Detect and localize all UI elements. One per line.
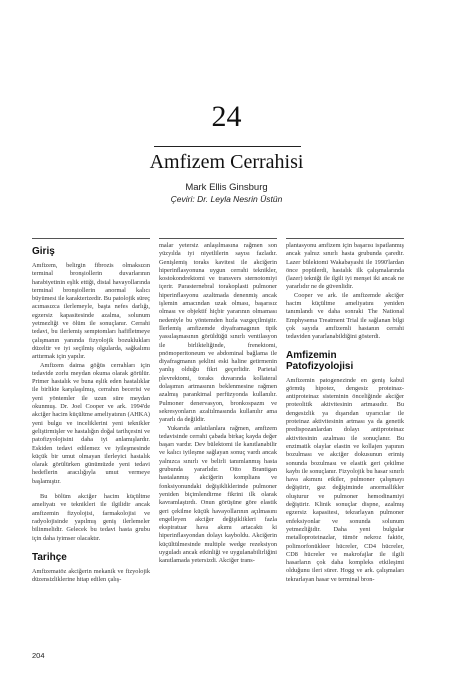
paragraph: plantasyonu amfizem için başarısı ispatlanmış ancak yalnız sınırlı hasta grubunda çaredir. Lazer bülektomi Wakabayashi ile 1990'lardan önce popülerdi, hastalık ilk çalışmalarında (lazer) tekniği ile ilgili iyi menşei iki ancak ne yararlıdır ne de güvenlidir. xyxy=(286,242,404,291)
paragraph: Amfizem daima göğüs cerrahları için tedavide zorlu meydan okuma olarak görülür. Primer hastalık ve buna eşlik eden hastalıklar ile birlikte karşılaşılmış, cerrahın becerisi ve yeni yöntemler ile uzun süre meydan okunmuş. Dr. Joel Cooper ve ark. 1994'de akciğer hacim küçültme ameliyatının (AHKA) yeni bulgu ve inceliklerini yeni teknikler geliştirmişler ve hastalığın doğal tarihçesini ve patofizyolojisini daha iyi anlamışlardır. Eskiden tedavi edilemez ve iyileşmesinde küçük bir umut olmayan ilerleyici hastalık olarak görülürken günümüzde yeni tedavi hedeflerin aracılığıyla umut vermeye başlamıştır. xyxy=(32,361,150,485)
chapter-number: 24 xyxy=(211,100,242,133)
author-name: Mark Ellis Ginsburg xyxy=(185,182,268,193)
translator-credit: Çeviri: Dr. Leyla Nesrin Üstün xyxy=(170,194,283,204)
text-column-3 xyxy=(286,242,404,584)
section-heading-tarihce: Tarihçe xyxy=(32,551,67,563)
column-rule-2 xyxy=(159,238,277,239)
paragraph: Bu bölüm akciğer hacim küçültme ameliyatı ve teknikleri ile ilgilidir ancak amfizemin fizyolojisi, farmakolojisi ve radyolojisinde yapılmış geniş ilerlemeler bilinmelidir. Gelecek bu tedavi hasta grubu için daha iyimser olacaktır. xyxy=(32,493,150,542)
paragraph: Yukarıda anlatılanlara rağmen, amfizem tedavisinde cerrahi çabada birkaç kayda değer başarı vardır. Dev bülektomi ile kanıtlanabilir ve kalıcı iyileşme sağlayan sonuç vardı ancak yalnızca sınırlı ve belirli tanımlanmış hasta grubunda yararlıdır. Otto Brantigan hastalanmış akciğerin komplians ve fonksiyonundaki değişikliklerinde pulmoner yeniden biçimlendirme fikrini ilk olarak kavramlaştırdı. Onun görüşüne göre elastik geri çekilme küçük havayollarının açılmasını engelleyen akciğer değişiklikleri fazla ekspiratuar hava akımı artacaktı ki hiperinflasyondan dolayı kayboldu. Akciğerin küçültülmesinde multiple wedge rezeksiyon uyguladı ancak etkinliği ve uygulanabilirliğini kanıtlamada yetersizdi. Akciğer trans- xyxy=(159,424,277,565)
column-rule-1 xyxy=(32,238,150,239)
column-rule-3 xyxy=(286,238,404,239)
paragraph: Cooper ve ark. ile amfizemde akciğer hacim küçültme ameliyatını yeniden tanımlandı ve daha sonraki The National Emphysema Treatment Trial ile sağlanan bilgi çok sayıda amfizemli hastanın cerrahi tedaviden yararlanabildiğini gösterdi. xyxy=(286,291,404,341)
title-divider xyxy=(154,146,301,147)
paragraph: malar yetersiz anlaşılmasına rağmen son yüzyılda iyi niyetlilerin sayısı fazladır. Genişlemiş toraks kavitesi ile akciğerin hiperinflasyonuna uygun cerrahi teknikler, kostokondrektomi ve transvers sternotomiyi içerir. Parasternebral torakoplasti pulmoner hiperinflasyonu azaltmada denenmiş ancak işlemin amacından uzak olması, başarısız olması ve objektif hiçbir yararının olmaması nedeniyle bu yöntemden hızla vazgeçilmiştir. İlerlemiş amfizemde diyaframagının tipik yassılaşmasının görüldüğü sınırlı ventilasyon ile birlikteliğinde, frenektomi, pnömoperitoneum ve abdominal bağlama ile diyafragmanın şeklini eski haline getirmenin yanlış olduğu fikri geçerlidir. Parietal plevrektomi, toraks duvarında kollateral dolaşımın artmasının beklenmesine rağmen azalmış parankimal perfüzyonda kullanılır. Pulmoner denervasyon, bronkospazm ve sekresyonların azaltılmasında kullanılır ama yararlı da değildir. xyxy=(159,242,277,424)
chapter-title: Amfizem Cerrahisi xyxy=(149,151,304,173)
paragraph: Amfizem, belirgin fibrozis olmaksızın terminal bronşiollerin duvarlarının harabiyetinin eşlik ettiği, distal havayollarında terminal bronşiollerin anormal kalıcı büyümesi ile karakterizedir. Bu patolojik süreç acımasızca ilerlemeyle, başta nefes darlığı, egzersiz kapasitesinde azalma, solunum yetmezliği ve ölüm ile sonuçlanır. Cerrahi tedavi, bu ilerlemiş semptomları hafifletmeye çalışmanın yanında fizyolojik bozuklukları düzeltir ve iyi seçilmiş olgularda, sağkalımı arttırmak için yapılır. xyxy=(32,262,150,361)
paragraph: Amfizemin patogenezinde en geniş kabul görmüş hipotez, dengesiz proteinaz-antiproteinaz sisteminin önceliğinde akciğer proteolitik aktivitesinin artmasıdır. Bu dengesizlik ya dışarıdan uyarıcılar ile proteinaz aktivitesinin artması ya da genetik predispozanlardan dolayı antiproteinaz aktivitesinin azalması ile sonuçlanır. Bu enzimatik olaylar elastin ve kollajen yapının bozulması ve akciğer dokusunun erimiş sonunda bozulması ve elastik geri çekilme kaybı ile sonuçlanır. Fizyolojik bu hasar sınırlı hava akımını etkiler, pulmoner çalışmayı değiştirir, gaz değişiminde anormallikler oluşturur ve pulmoner hemodinamiyi değiştirir. Klinik sonuçlar dispne, azalmış egzersiz kapasitesi, tekrarlayan pulmoner enfeksiyonlar ve sonunda solunum yetmezliğidir. Daha yeni bulgular metalloproteinazlar, tümör nekroz faktör, polimorfonükleer hücreler, CD4 hücreler, CD8 hücreler ve makrofajlar ile ilgili hasarların çok daha kompleks etkileşimi olduğunu ileri sürer. Hogg ve ark. çalışmaları tekrarlayan hasar ve terminal bron- xyxy=(286,376,404,583)
section-heading-patofizyoloji: Amfizemin Patofizyolojisi xyxy=(286,349,354,372)
paragraph: Amfizematöz akciğerin mekanik ve fizyolojik düzensizliklerine hitap edilen çalış- xyxy=(32,567,150,584)
section-heading-giris: Giriş xyxy=(32,246,55,257)
page-number: 204 xyxy=(32,651,45,660)
text-column-2 xyxy=(159,242,277,566)
header-band xyxy=(0,0,453,88)
text-column-1 xyxy=(32,242,150,584)
